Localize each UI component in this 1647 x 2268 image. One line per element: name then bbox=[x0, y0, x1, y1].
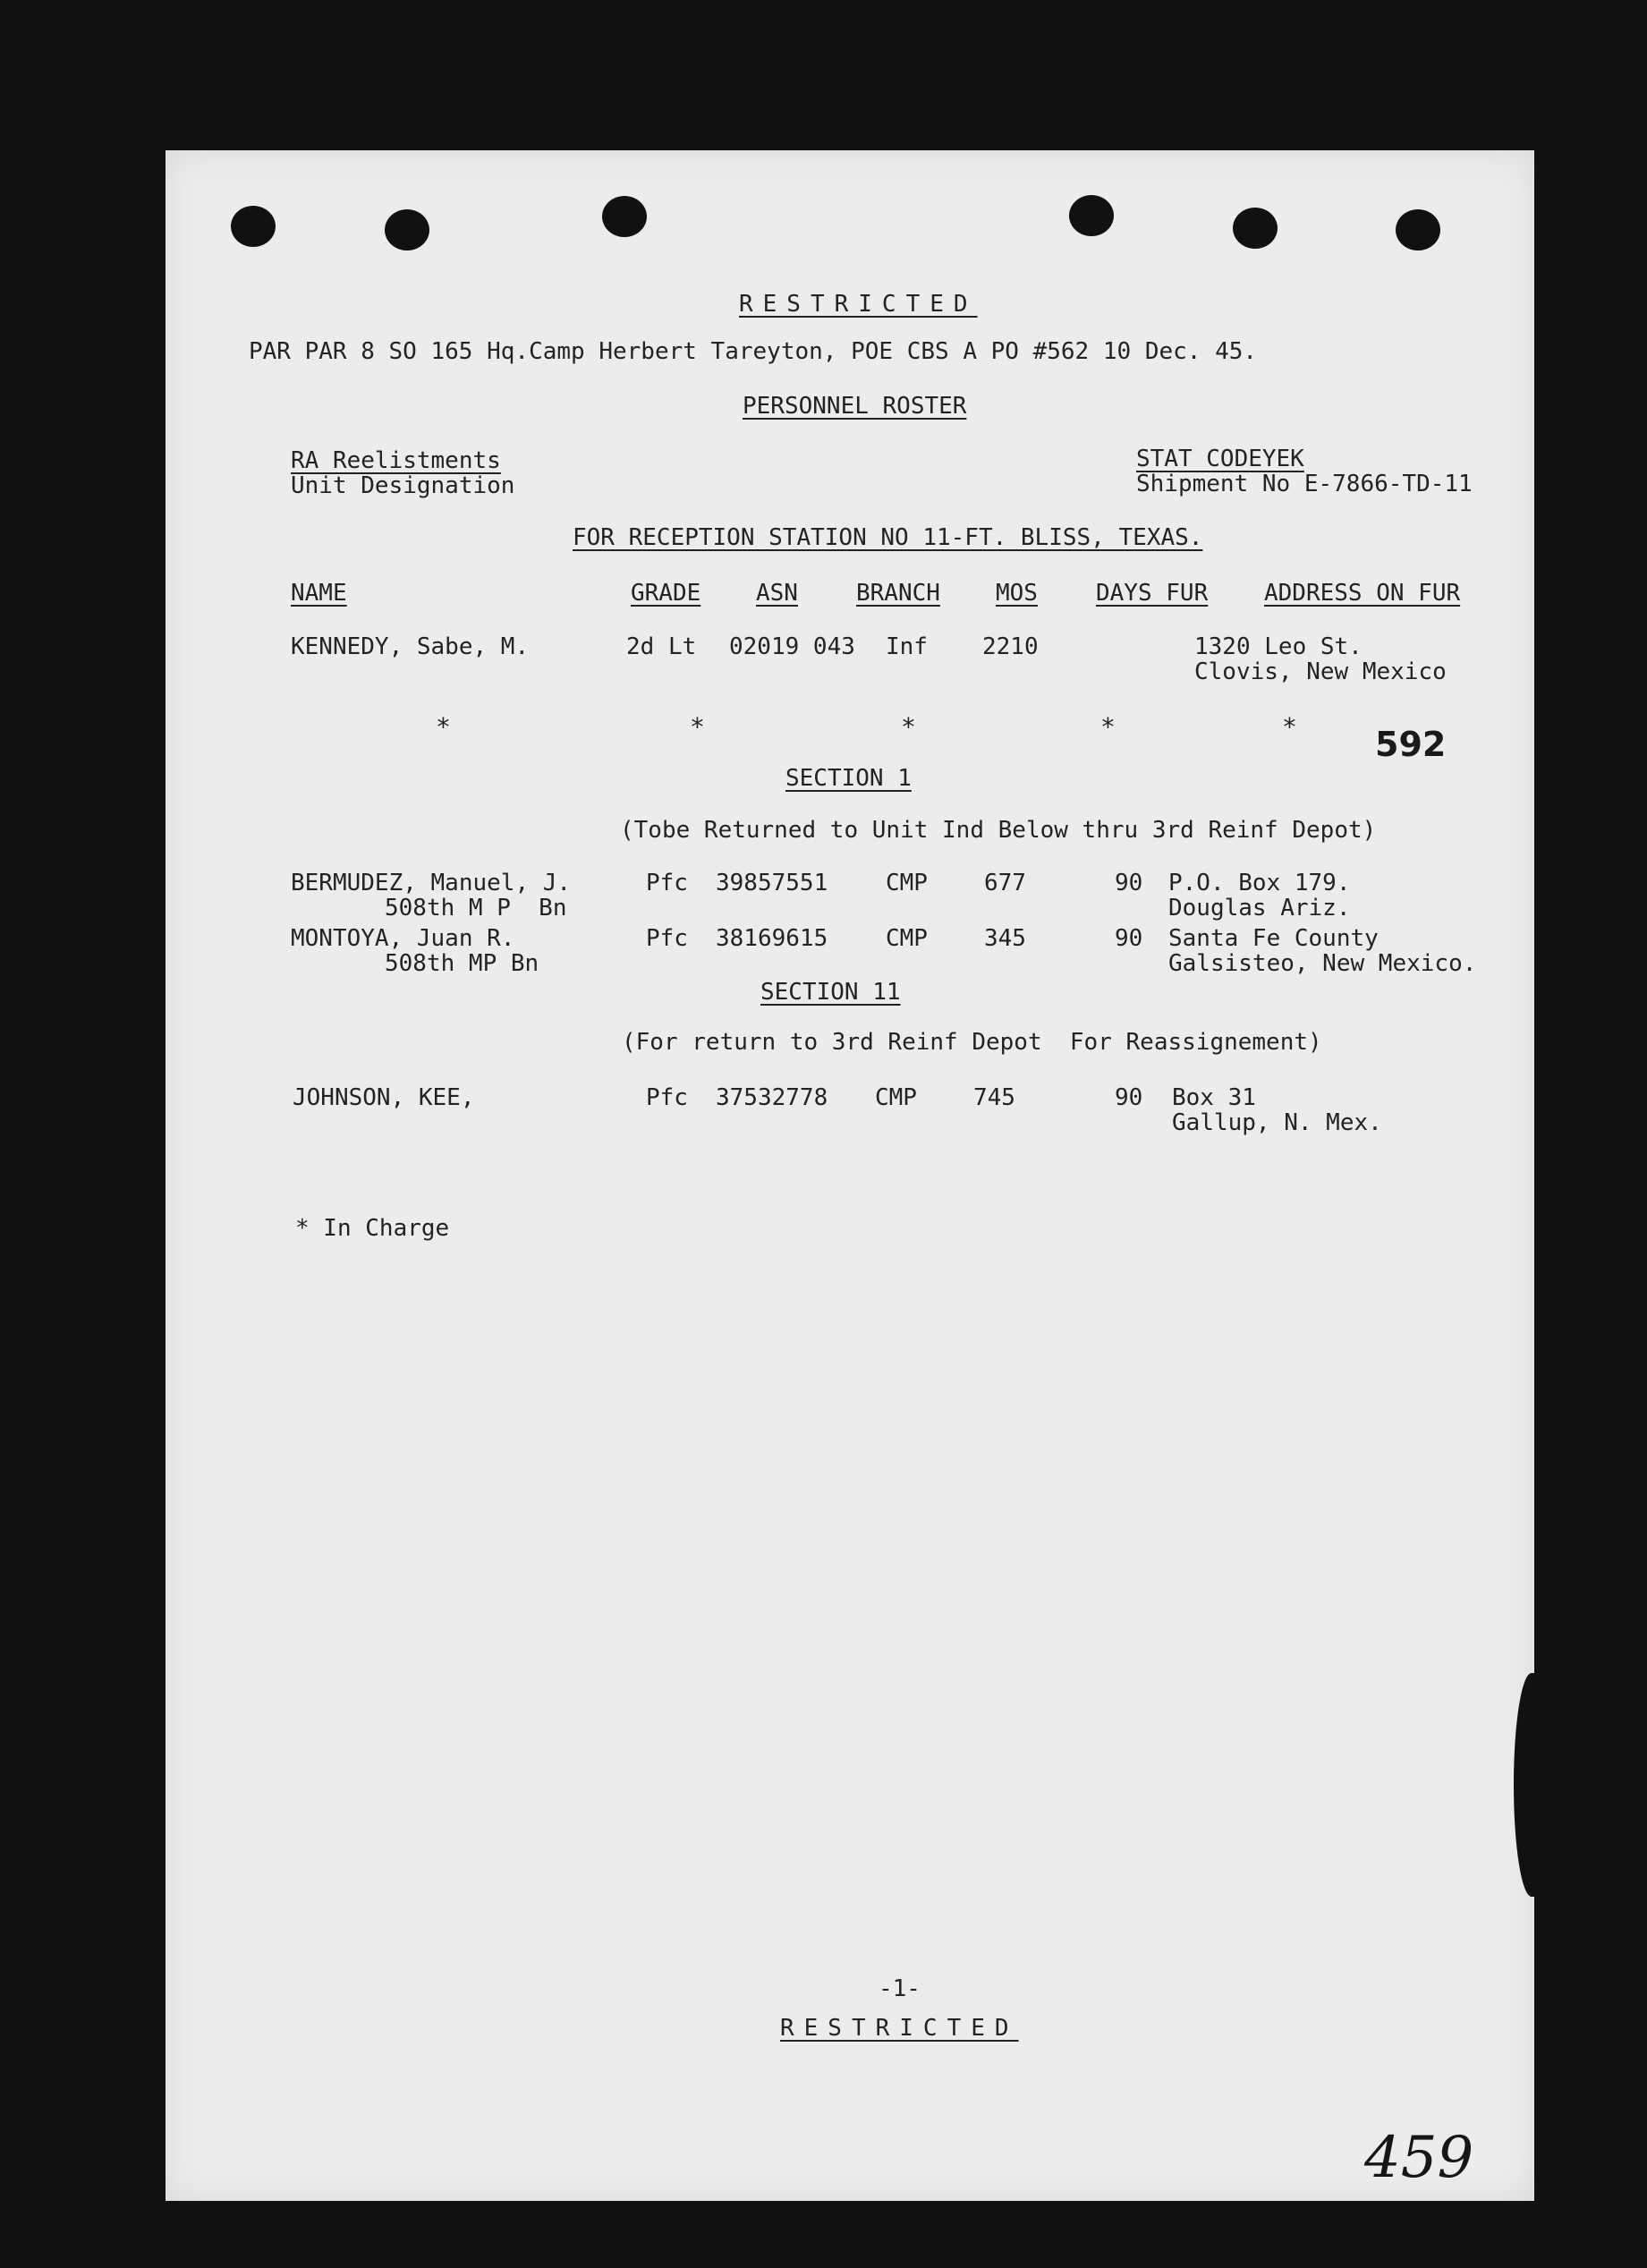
row3-mos: 745 bbox=[973, 1084, 1015, 1111]
punch-hole bbox=[1396, 209, 1440, 251]
page-edge-shadow bbox=[1514, 1673, 1549, 1897]
footnote-in-charge: * In Charge bbox=[295, 1215, 450, 1242]
officer-address-1: 1320 Leo St. bbox=[1194, 633, 1363, 660]
row1-address-1: P.O. Box 179. bbox=[1168, 870, 1351, 896]
section2-note: (For return to 3rd Reinf Depot For Reassignement) bbox=[622, 1029, 1322, 1056]
handwritten-number: 459 bbox=[1364, 2125, 1474, 2191]
row2-address-2: Galsisteo, New Mexico. bbox=[1168, 950, 1477, 977]
col-mos: MOS bbox=[996, 580, 1038, 607]
row1-asn: 39857551 bbox=[716, 870, 828, 896]
row2-grade: Pfc bbox=[646, 925, 688, 952]
officer-asn: 02019 043 bbox=[729, 633, 855, 660]
row1-name: BERMUDEZ, Manuel, J. bbox=[291, 870, 572, 896]
separator-star: * bbox=[690, 712, 705, 742]
punch-hole bbox=[1233, 208, 1278, 249]
roster-title: PERSONNEL ROSTER bbox=[743, 393, 967, 420]
col-asn: ASN bbox=[756, 580, 798, 607]
row3-branch: CMP bbox=[875, 1084, 917, 1111]
row1-unit: 508th M P Bn bbox=[385, 895, 567, 922]
row2-unit: 508th MP Bn bbox=[385, 950, 539, 977]
row2-days: 90 bbox=[1115, 925, 1143, 952]
separator-star: * bbox=[1282, 712, 1297, 742]
separator-star: * bbox=[1100, 712, 1116, 742]
col-days-fur: DAYS FUR bbox=[1096, 580, 1209, 607]
classification-bottom: RESTRICTED bbox=[780, 2015, 1019, 2042]
row3-address-1: Box 31 bbox=[1172, 1084, 1256, 1111]
col-name: NAME bbox=[291, 580, 347, 607]
officer-grade: 2d Lt bbox=[626, 633, 697, 660]
destination-line: FOR RECEPTION STATION NO 11-FT. BLISS, TEXAS. bbox=[573, 524, 1203, 551]
unit-right-2: Shipment No E-7866-TD-11 bbox=[1136, 471, 1473, 497]
row3-name: JOHNSON, KEE, bbox=[293, 1084, 475, 1111]
unit-left-1: RA Reelistments bbox=[291, 447, 501, 474]
row1-days: 90 bbox=[1115, 870, 1143, 896]
punch-hole bbox=[385, 209, 429, 251]
punch-hole bbox=[231, 206, 276, 247]
officer-name: KENNEDY, Sabe, M. bbox=[291, 633, 530, 660]
row3-asn: 37532778 bbox=[716, 1084, 828, 1111]
row2-mos: 345 bbox=[984, 925, 1026, 952]
classification-top: RESTRICTED bbox=[739, 291, 978, 318]
officer-address-2: Clovis, New Mexico bbox=[1194, 658, 1447, 685]
orders-line: PAR PAR 8 SO 165 Hq.Camp Herbert Tareyton, POE CBS A PO #562 10 Dec. 45. bbox=[249, 338, 1258, 365]
section1-note: (Tobe Returned to Unit Ind Below thru 3rd Reinf Depot) bbox=[620, 817, 1377, 844]
col-branch: BRANCH bbox=[856, 580, 940, 607]
page-number: -1- bbox=[879, 1975, 921, 2002]
separator-star: * bbox=[901, 712, 916, 742]
punch-hole bbox=[602, 196, 647, 237]
row2-branch: CMP bbox=[886, 925, 928, 952]
col-grade: GRADE bbox=[631, 580, 701, 607]
row3-address-2: Gallup, N. Mex. bbox=[1172, 1109, 1382, 1136]
row3-days: 90 bbox=[1115, 1084, 1143, 1111]
row2-name: MONTOYA, Juan R. bbox=[291, 925, 515, 952]
row3-grade: Pfc bbox=[646, 1084, 688, 1111]
row2-address-1: Santa Fe County bbox=[1168, 925, 1379, 952]
section2-title: SECTION 11 bbox=[760, 979, 901, 1006]
row1-branch: CMP bbox=[886, 870, 928, 896]
punch-hole bbox=[1069, 195, 1114, 236]
row2-asn: 38169615 bbox=[716, 925, 828, 952]
row1-address-2: Douglas Ariz. bbox=[1168, 895, 1351, 922]
unit-left-2: Unit Designation bbox=[291, 472, 515, 499]
page-stamp-number: 592 bbox=[1375, 725, 1447, 764]
row1-mos: 677 bbox=[984, 870, 1026, 896]
col-address: ADDRESS ON FUR bbox=[1264, 580, 1461, 607]
officer-mos: 2210 bbox=[982, 633, 1039, 660]
row1-grade: Pfc bbox=[646, 870, 688, 896]
unit-right-1: STAT CODEYEK bbox=[1136, 446, 1304, 472]
section1-title: SECTION 1 bbox=[785, 765, 912, 792]
officer-branch: Inf bbox=[886, 633, 928, 660]
separator-star: * bbox=[436, 712, 451, 742]
